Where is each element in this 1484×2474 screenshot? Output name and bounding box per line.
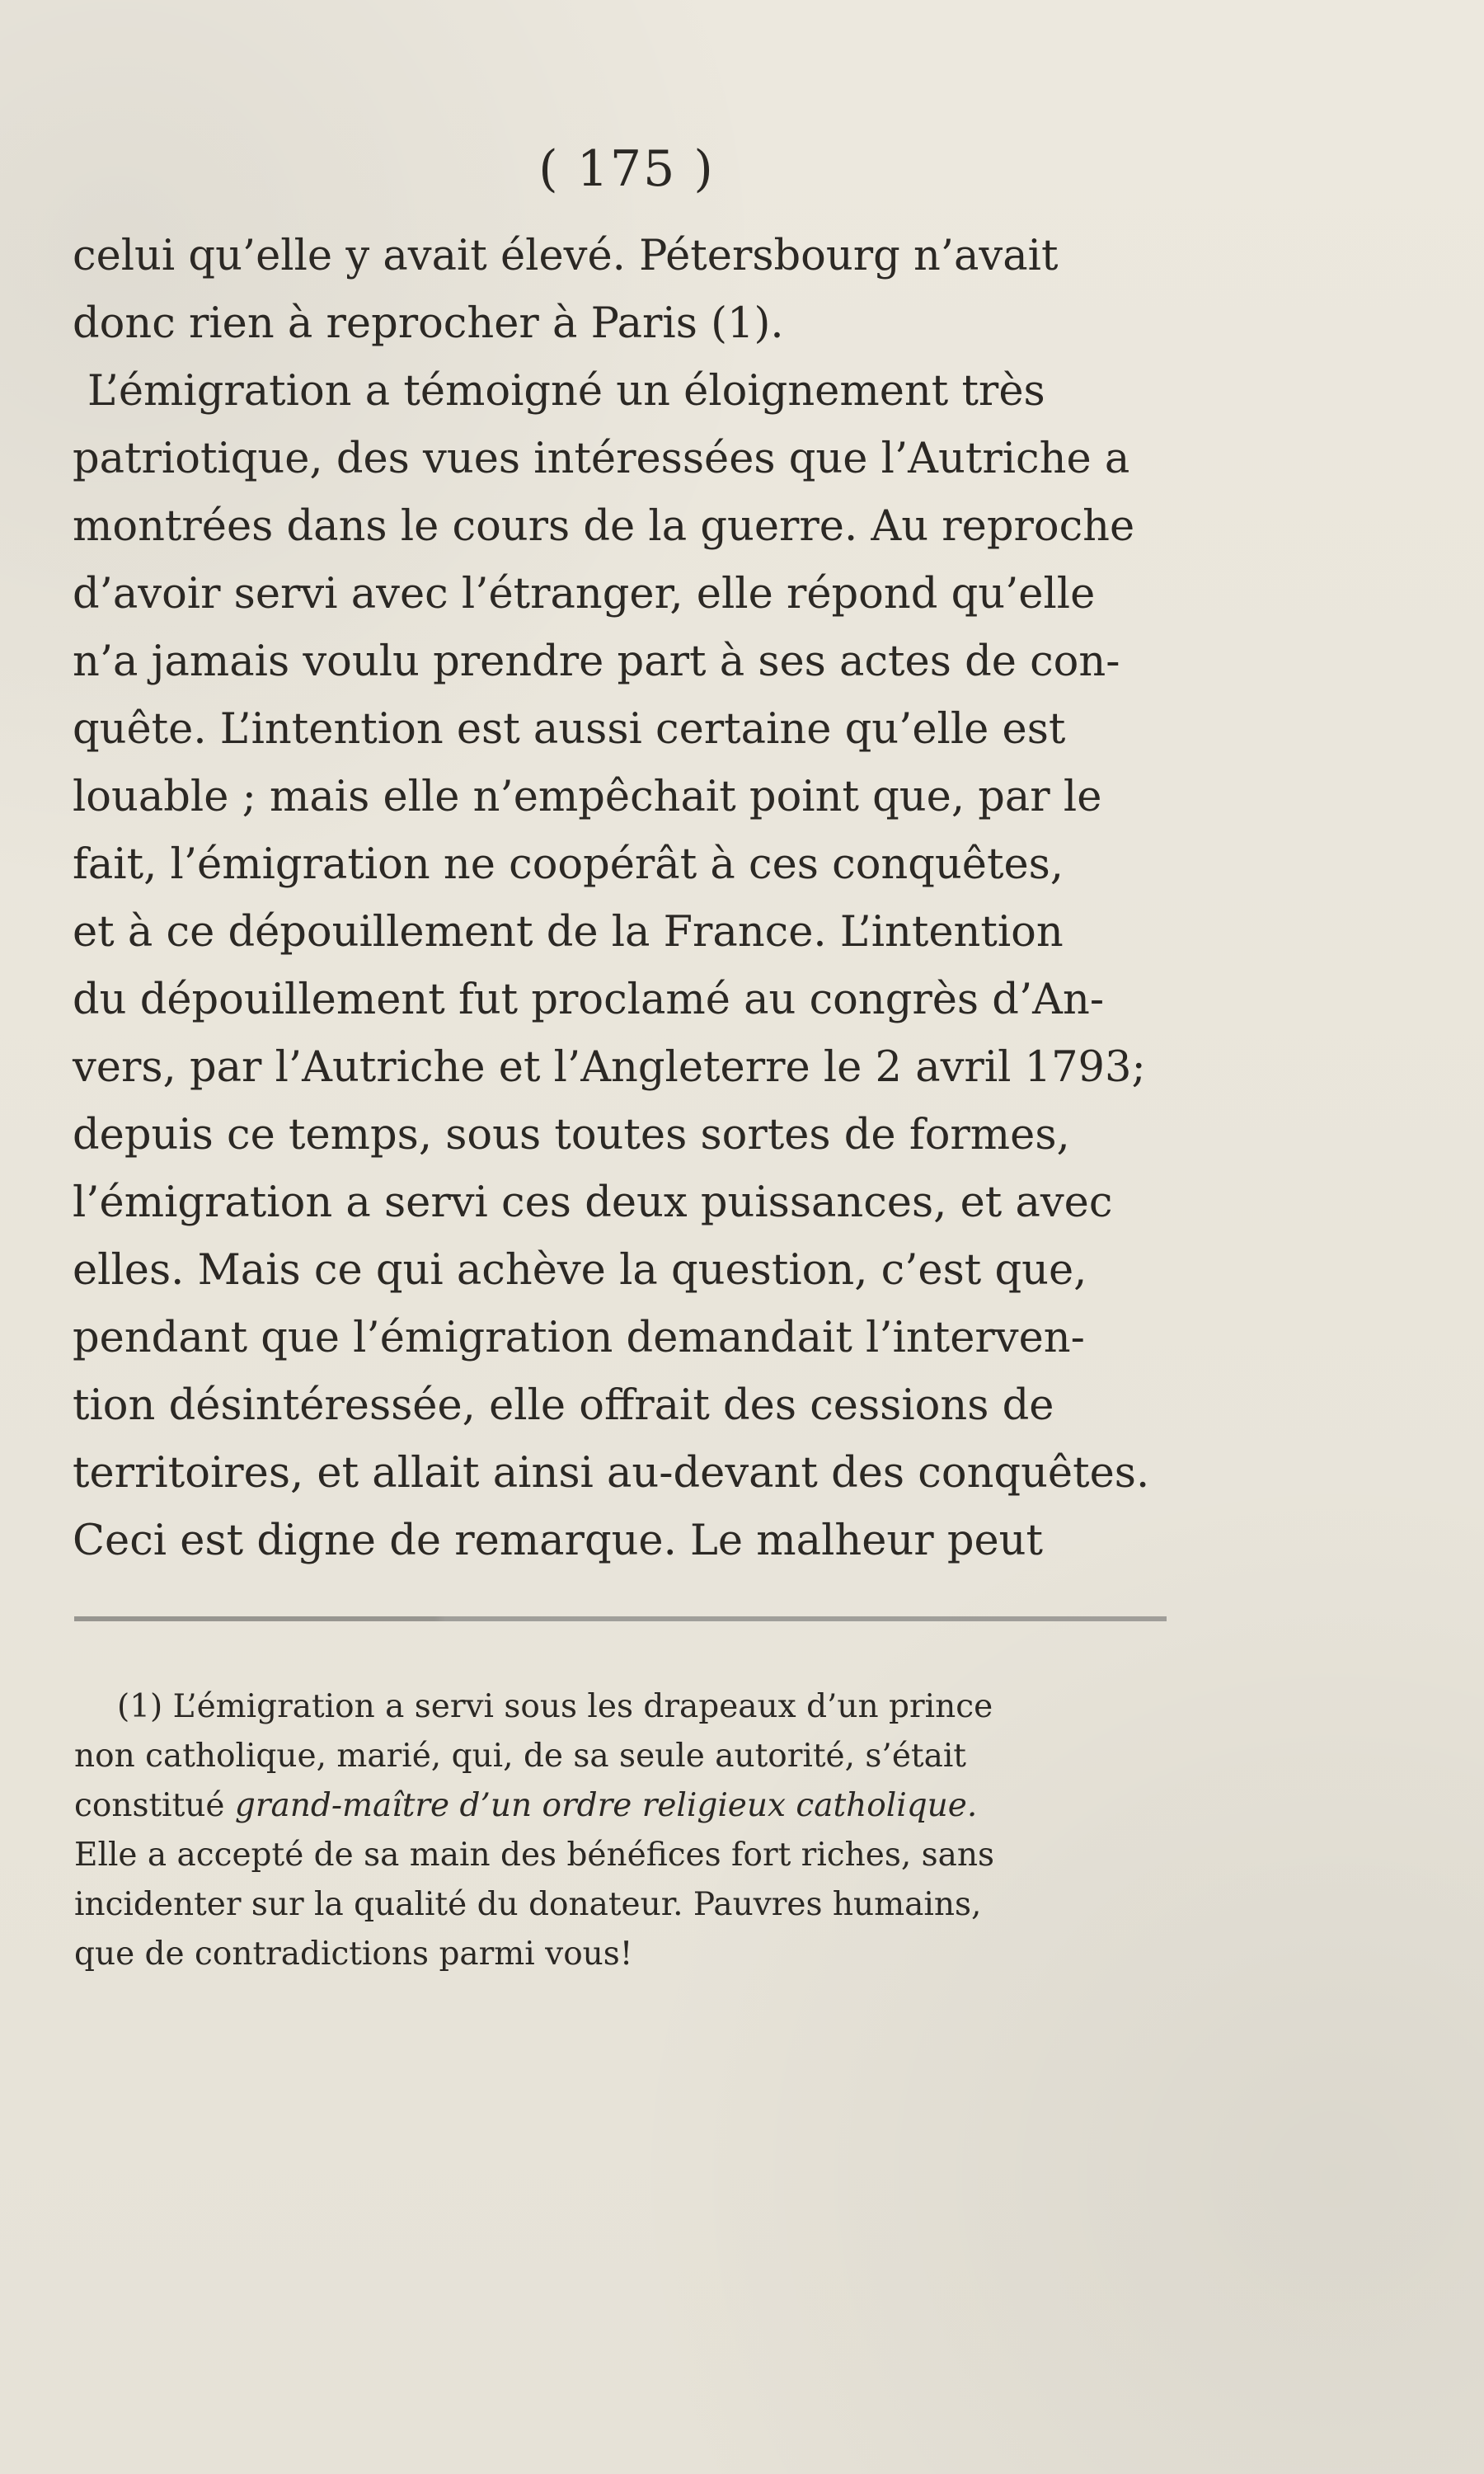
text-line: pendant que l’émigration demandait l’interven-	[73, 1314, 1085, 1362]
text-line: vers, par l’Autriche et l’Angleterre le 2 avril 1793;	[73, 1043, 1146, 1092]
footnote-divider	[74, 1616, 1167, 1621]
footnote-line: non catholique, marié, qui, de sa seule autorité, s’était	[74, 1738, 966, 1775]
text-line: l’émigration a servi ces deux puissances, et avec	[73, 1178, 1113, 1227]
footnote-line: incidenter sur la qualité du donateur. Pauvres humains,	[74, 1886, 982, 1923]
text-line: celui qu’elle y avait élevé. Pétersbourg n’avait	[73, 232, 1059, 280]
text-line: Ceci est digne de remarque. Le malheur peut	[73, 1517, 1044, 1565]
footnote-prefix: constitué	[74, 1787, 235, 1824]
page-number: ( 175 )	[538, 140, 715, 198]
text-line: tion désintéressée, elle offrait des cessions de	[73, 1381, 1054, 1430]
text-line: donc rien à reprocher à Paris (1).	[73, 299, 784, 348]
text-line: du dépouillement fut proclamé au congrès d’An-	[73, 976, 1105, 1024]
footnote-line: (1) L’émigration a servi sous les drapeaux d’un prince	[117, 1688, 993, 1725]
text-line: elles. Mais ce qui achève la question, c’est que,	[73, 1246, 1087, 1295]
text-line: quête. L’intention est aussi certaine qu’elle est	[73, 705, 1066, 754]
text-line: louable ; mais elle n’empêchait point que, par le	[73, 773, 1102, 821]
text-line: fait, l’émigration ne coopérât à ces conquêtes,	[73, 840, 1064, 889]
footnote-line: que de contradictions parmi vous!	[74, 1935, 633, 1973]
footnote-line: Elle a accepté de sa main des bénéfices fort riches, sans	[74, 1837, 995, 1874]
text-line: n’a jamais voulu prendre part à ses actes de con-	[73, 637, 1120, 686]
text-line: montrées dans le cours de la guerre. Au reproche	[73, 502, 1135, 551]
footnote-italic-text: grand-maître d’un ordre religieux catholique.	[234, 1787, 978, 1824]
footnote-line-with-italic	[74, 1781, 977, 1831]
text-line: depuis ce temps, sous toutes sortes de formes,	[73, 1111, 1070, 1159]
text-line: L’émigration a témoigné un éloignement très	[87, 367, 1045, 416]
text-line: territoires, et allait ainsi au-devant des conquêtes.	[73, 1449, 1150, 1498]
text-line: et à ce dépouillement de la France. L’intention	[73, 908, 1064, 957]
text-line: patriotique, des vues intéressées que l’Autriche a	[73, 435, 1130, 483]
text-line: d’avoir servi avec l’étranger, elle répond qu’elle	[73, 570, 1096, 618]
